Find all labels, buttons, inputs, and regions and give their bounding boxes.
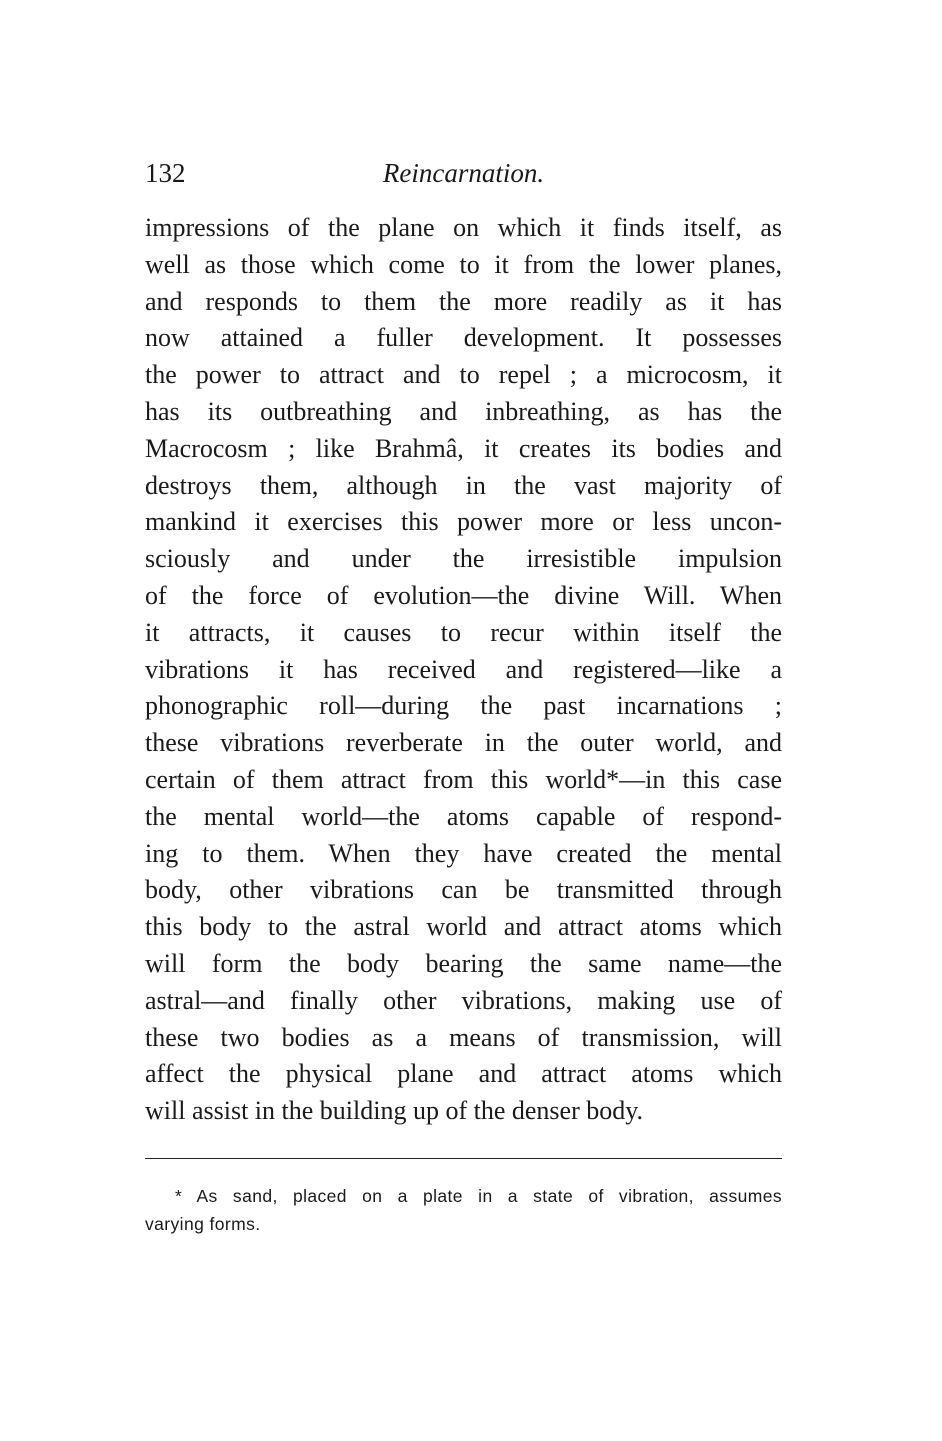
text-line: these two bodies as a means of transmission, will bbox=[145, 1022, 782, 1052]
text-line: certain of them attract from this world*—in this case bbox=[145, 764, 782, 794]
text-line: these vibrations reverberate in the outer world, and bbox=[145, 728, 782, 758]
text-line: impressions of the plane on which it finds itself, as bbox=[145, 213, 782, 242]
page-header bbox=[145, 158, 782, 194]
text-line: astral—and finally other vibrations, making use of bbox=[145, 985, 782, 1015]
text-line: ing to them. When they have created the mental bbox=[145, 838, 782, 868]
text-line: body, other vibrations can be transmitted through bbox=[145, 875, 782, 905]
text-line: it attracts, it causes to recur within itself the bbox=[145, 617, 782, 647]
text-line: of the force of evolution—the divine Will. When bbox=[145, 580, 782, 610]
text-line: will assist in the building up of the denser body. bbox=[145, 1096, 644, 1126]
text-line: well as those which come to it from the lower planes, bbox=[145, 249, 782, 279]
text-line: and responds to them the more readily as it has bbox=[145, 286, 782, 316]
text-line: affect the physical plane and attract atoms which bbox=[145, 1059, 782, 1089]
text-line: the mental world—the atoms capable of respond- bbox=[145, 801, 782, 831]
footnote-line: * As sand, placed on a plate in a state of vibration, assumes bbox=[175, 1186, 782, 1206]
text-line: phonographic roll—during the past incarnations ; bbox=[145, 691, 782, 721]
text-line: mankind it exercises this power more or less uncon- bbox=[145, 507, 782, 537]
text-line: vibrations it has received and registered—like a bbox=[145, 654, 782, 684]
body-text bbox=[145, 210, 782, 1130]
text-line: will form the body bearing the same name—the bbox=[145, 948, 782, 978]
running-title: Reincarnation. bbox=[382, 158, 545, 188]
footnote-line: varying forms. bbox=[145, 1214, 261, 1234]
text-line: Macrocosm ; like Brahmâ, it creates its bodies and bbox=[145, 433, 782, 463]
text-line: sciously and under the irresistible impulsion bbox=[145, 544, 782, 574]
footnote bbox=[145, 1182, 782, 1238]
text-line: this body to the astral world and attract atoms which bbox=[145, 912, 782, 942]
text-line: has its outbreathing and inbreathing, as has the bbox=[145, 396, 782, 426]
page-number: 132 bbox=[145, 158, 186, 188]
text-line: the power to attract and to repel ; a microcosm, it bbox=[145, 360, 782, 390]
text-line: now attained a fuller development. It possesses bbox=[145, 323, 782, 353]
footnote-divider bbox=[145, 1158, 782, 1159]
text-line: destroys them, although in the vast majority of bbox=[145, 470, 782, 500]
